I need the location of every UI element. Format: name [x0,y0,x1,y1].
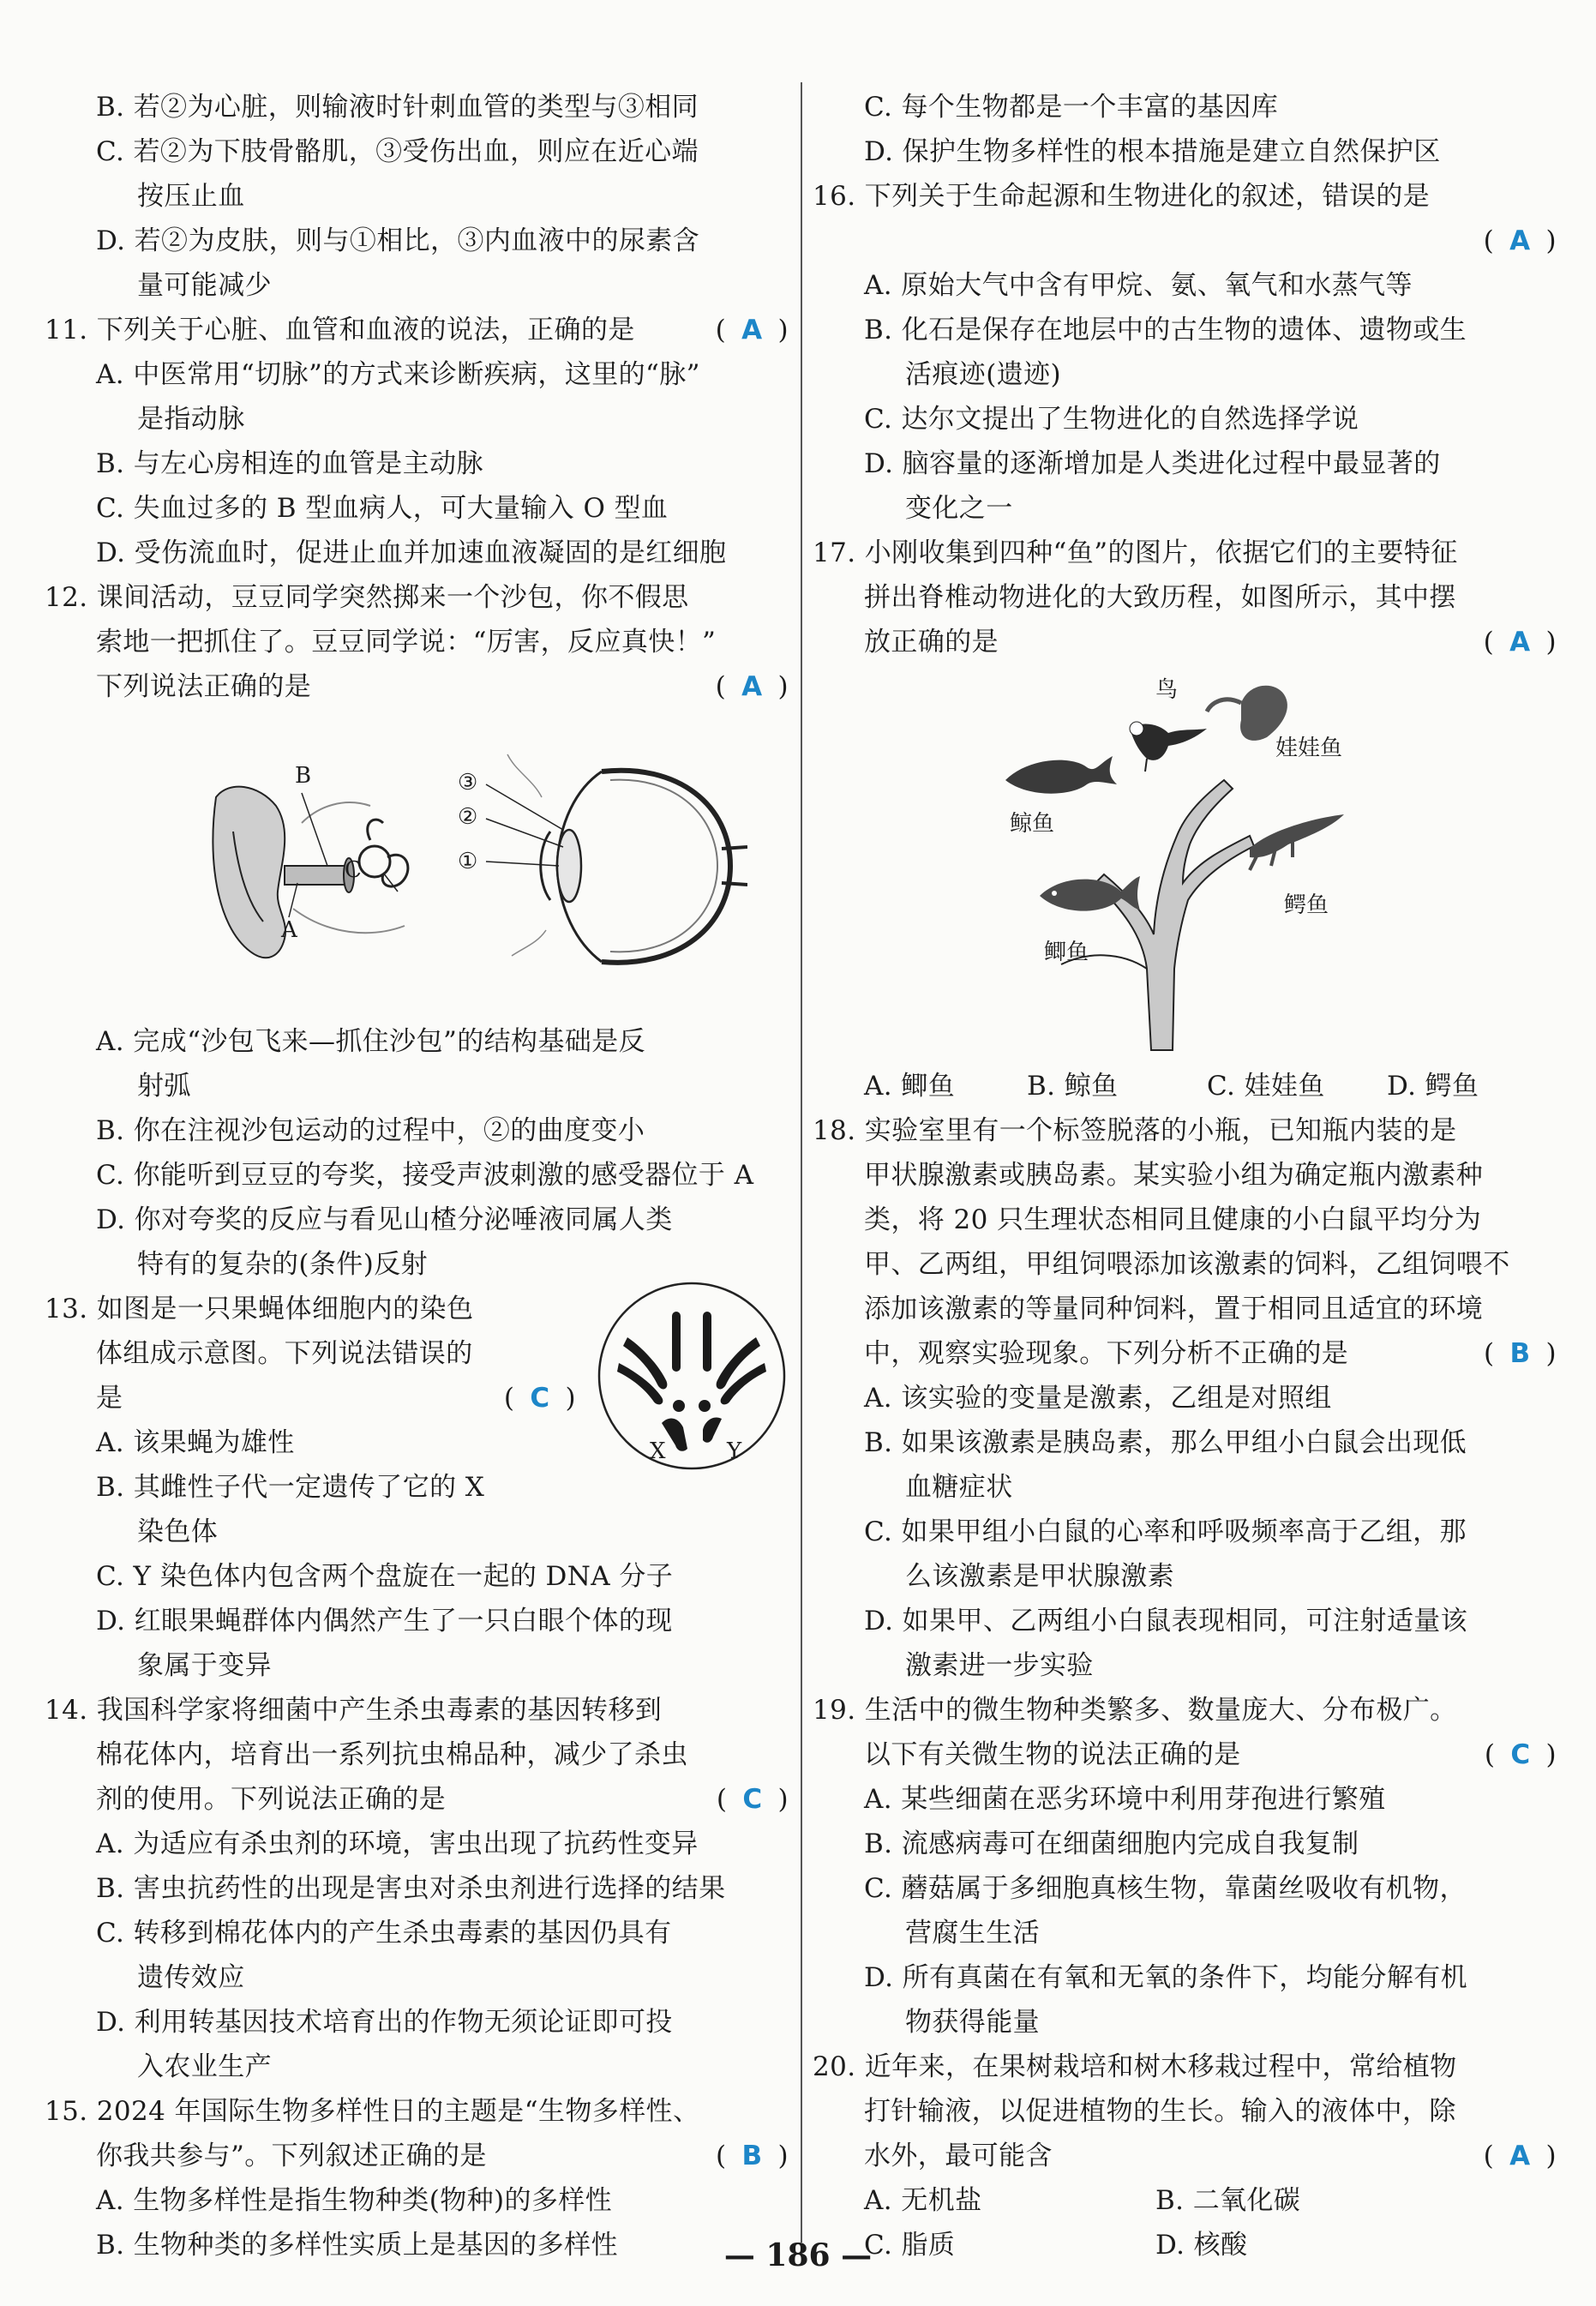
q10-option-c-cont: 按压止血 [137,181,245,212]
q19-stem-line2 [864,1733,1557,1776]
q11-option-a-cont: 是指动脉 [137,404,245,435]
q12-answer-box: ( A ) [715,671,789,702]
q18-stem-text: 中，观察实验现象。下列分析不正确的是 [864,1338,1349,1369]
q19-option-b: B. 流感病毒可在细菌细胞内完成自我复制 [864,1829,1359,1859]
q17-answer-box: ( A ) [1483,627,1557,658]
q15-option-d: D. 保护生物多样性的根本措施是建立自然保护区 [864,136,1441,167]
q11-answer-box: ( A ) [715,315,789,345]
q12-stem-line2: 索地一把抓住了。豆豆同学说：“厉害，反应真快！” [96,627,717,658]
q12-option-d-cont: 特有的复杂的(条件)反射 [137,1249,428,1280]
q18-answer-box: ( B ) [1483,1338,1557,1369]
q17-stem-line3 [864,621,1557,664]
q20-answer: A [1509,2141,1531,2171]
q13-answer-box: ( C ) [503,1383,576,1414]
q15-answer-box: ( B ) [715,2141,789,2171]
q11-option-d: D. 受伤流血时，促进止血并加速血液凝固的是红细胞 [96,537,727,568]
q14-stem-line1: 14. 我国科学家将细菌中产生杀虫毒素的基因转移到 [45,1695,663,1726]
q18-answer: B [1509,1338,1531,1369]
q14-answer-box: ( C ) [716,1784,789,1815]
q17-options [864,1065,1557,1108]
label-crocodile: 鳄鱼 [1284,892,1329,918]
q12-stem-line1: 12. 课间活动，豆豆同学突然掷来一个沙包，你不假思 [45,582,689,613]
chromosome-cell-illustration [593,1277,790,1474]
q13-option-d: D. 红眼果蝇群体内偶然产生了一只白眼个体的现 [96,1606,673,1636]
page-number: — 186 — [723,2237,873,2273]
whale-drawing [1005,756,1117,794]
q12-option-a-cont: 射弧 [137,1071,191,1102]
q18-option-a: A. 该实验的变量是激素，乙组是对照组 [864,1383,1332,1414]
q20-stem-text: 水外，最可能含 [864,2141,1053,2171]
label-salamander: 娃娃鱼 [1275,736,1343,761]
q20-options-row1 [864,2179,1557,2222]
q11-option-a: A. 中医常用“切脉”的方式来诊断疾病，这里的“脉” [96,359,700,390]
q14-option-c-cont: 遗传效应 [137,1962,245,1993]
q19-answer: C [1510,1739,1531,1770]
tree-trunk [1095,780,1254,1050]
label-crucian-carp: 鲫鱼 [1044,940,1089,965]
bird-drawing [1130,722,1207,772]
q13-option-b-cont: 染色体 [137,1516,219,1547]
q13-stem-line3 [96,1377,576,1420]
label-whale: 鲸鱼 [1010,811,1055,837]
q11-option-b: B. 与左心房相连的血管是主动脉 [96,448,483,479]
q18-option-c: C. 如果甲组小白鼠的心率和呼吸频率高于乙组，那 [864,1516,1467,1547]
q10-option-d-cont: 量可能减少 [137,270,272,301]
q19-option-c: C. 蘑菇属于多细胞真核生物，靠菌丝吸收有机物， [864,1873,1467,1904]
q19-answer-box: ( C ) [1484,1739,1557,1770]
q17-option-c: C. 娃娃鱼 [1207,1071,1325,1102]
q14-answer: C [742,1784,763,1815]
q13-answer: C [530,1383,550,1414]
crocodile-drawing [1250,814,1344,870]
q17-stem-line1: 17. 小刚收集到四种“鱼”的图片，依据它们的主要特征 [813,537,1458,568]
q15-stem-line2 [96,2135,789,2177]
q12-stem-text: 下列说法正确的是 [96,671,312,702]
q14-option-b: B. 害虫抗药性的出现是害虫对杀虫剂进行选择的结果 [96,1873,726,1904]
q16-option-d: D. 脑容量的逐渐增加是人类进化过程中最显著的 [864,448,1441,479]
q18-option-b-cont: 血糖症状 [905,1472,1013,1503]
q20-answer-box: ( A ) [1483,2141,1557,2171]
q15-option-b: B. 生物种类的多样性实质上是基因的多样性 [96,2230,618,2261]
eye-label-1: ① [458,849,478,874]
q13-option-c: C. Y 染色体内包含两个盘旋在一起的 DNA 分子 [96,1561,674,1592]
ear-drawing [213,787,408,958]
q10-option-b: B. 若②为心脏，则输液时针刺血管的类型与③相同 [96,92,699,123]
q13-option-d-cont: 象属于变异 [137,1650,272,1681]
q17-option-d: D. 鳄鱼 [1387,1071,1479,1102]
q12-option-b: B. 你在注视沙包运动的过程中，②的曲度变小 [96,1115,645,1146]
q10-option-c: C. 若②为下肢骨骼肌，③受伤出血，则应在近心端 [96,136,699,167]
q20-option-c: C. 脂质 [864,2230,956,2261]
q17-figure [993,677,1353,1054]
q17-stem-text: 放正确的是 [864,627,999,658]
q15-answer: B [741,2141,763,2171]
q19-stem-text: 以下有关微生物的说法正确的是 [864,1739,1241,1770]
q10-option-d: D. 若②为皮肤，则与①相比，③内血液中的尿素含 [96,225,700,256]
q12-option-a: A. 完成“沙包飞来—抓住沙包”的结构基础是反 [96,1026,645,1057]
q15-option-c: C. 每个生物都是一个丰富的基因库 [864,92,1279,123]
ear-label-c: C [345,857,362,883]
q20-stem-line1: 20. 近年来，在果树栽培和树木移栽过程中，常给植物 [813,2051,1457,2082]
q17-option-a: A. 鲫鱼 [864,1071,956,1102]
q15-stem-line1: 15. 2024 年国际生物多样性日的主题是“生物多样性、 [45,2096,700,2127]
q18-stem-line4: 甲、乙两组，甲组饲喂添加该激素的饲料，乙组饲喂不 [864,1249,1510,1280]
q16-answer: A [1509,225,1531,256]
q18-option-d-cont: 激素进一步实验 [905,1650,1094,1681]
q16-option-a: A. 原始大气中含有甲烷、氨、氧气和水蒸气等 [864,270,1413,301]
q13-option-a: A. 该果蝇为雄性 [96,1427,295,1458]
chromosome-label-y: Y [727,1438,742,1464]
q16-option-b-cont: 活痕迹(遗迹) [905,359,1061,390]
q18-stem-line2: 甲状腺激素或胰岛素。某实验小组为确定瓶内激素种 [864,1160,1484,1191]
q18-option-b: B. 如果该激素是胰岛素，那么甲组小白鼠会出现低 [864,1427,1467,1458]
q12-answer: A [741,671,763,702]
q18-stem-line6 [864,1332,1557,1375]
q13-stem-text: 是 [96,1383,123,1414]
q14-option-d: D. 利用转基因技术培育出的作物无须论证即可投 [96,2007,673,2038]
q16-option-c: C. 达尔文提出了生物进化的自然选择学说 [864,404,1359,435]
q18-stem-line3: 类，将 20 只生理状态相同且健康的小白鼠平均分为 [864,1204,1482,1235]
label-bird: 鸟 [1155,677,1179,703]
q18-stem-line1: 18. 实验室里有一个标签脱落的小瓶，已知瓶内装的是 [813,1115,1457,1146]
q19-option-c-cont: 营腐生生活 [905,1918,1040,1949]
q15-stem-text: 你我共参与”。下列叙述正确的是 [96,2141,487,2171]
q20-stem-line2: 打针输液，以促进植物的生长。输入的液体中，除 [864,2096,1456,2127]
q14-option-a: A. 为适应有杀虫剂的环境，害虫出现了抗药性变异 [96,1829,699,1859]
q16-option-d-cont: 变化之一 [905,493,1013,524]
q13-stem-line2: 体组成示意图。下列说法错误的 [96,1338,473,1369]
q14-option-d-cont: 入农业生产 [137,2051,272,2082]
q12-figure [199,737,747,994]
q11-answer: A [741,315,763,345]
q20-stem-line3 [864,2135,1557,2177]
q20-option-b: B. 二氧化碳 [1155,2185,1301,2216]
q18-option-d: D. 如果甲、乙两组小白鼠表现相同，可注射适量该 [864,1606,1468,1636]
column-divider [801,82,802,2243]
q15-option-a: A. 生物多样性是指生物种类(物种)的多样性 [96,2185,613,2216]
chromosomes [617,1312,766,1451]
q18-option-c-cont: 么该激素是甲状腺激素 [905,1561,1174,1592]
q12-option-c: C. 你能听到豆豆的夸奖，接受声波刺激的感受器位于 A [96,1160,754,1191]
eye-drawing [541,771,747,963]
q16-option-b: B. 化石是保存在地层中的古生物的遗体、遗物或生 [864,315,1467,345]
q11-stem [45,309,789,351]
q14-stem-text: 剂的使用。下列说法正确的是 [96,1784,447,1815]
q17-option-b: B. 鲸鱼 [1027,1071,1119,1102]
q14-option-c: C. 转移到棉花体内的产生杀虫毒素的基因仍具有 [96,1918,672,1949]
q20-option-a: A. 无机盐 [864,2185,982,2216]
q19-option-a: A. 某些细菌在恶劣环境中利用芽孢进行繁殖 [864,1784,1386,1815]
q16-answer-box: ( A ) [1483,225,1557,256]
eye-label-2: ② [458,804,478,830]
q17-answer: A [1509,627,1531,658]
q14-stem-line3 [96,1778,789,1821]
q13-option-b: B. 其雌性子代一定遗传了它的 X [96,1472,485,1503]
q12-option-d: D. 你对夸奖的反应与看见山楂分泌唾液同属人类 [96,1204,673,1235]
q20-option-d: D. 核酸 [1155,2230,1248,2261]
q16-stem: 16. 下列关于生命起源和生物进化的叙述，错误的是 [813,181,1431,212]
q19-option-d: D. 所有真菌在有氧和无氧的条件下，均能分解有机 [864,1962,1468,1993]
q12-stem-line3 [96,665,789,708]
q19-option-d-cont: 物获得能量 [905,2007,1040,2038]
q13-figure [593,1277,790,1474]
q11-option-c: C. 失血过多的 B 型血病人，可大量输入 O 型血 [96,493,669,524]
q13-stem-line1: 13. 如图是一只果蝇体细胞内的染色 [45,1294,474,1324]
q19-stem-line1: 19. 生活中的微生物种类繁多、数量庞大、分布极广。 [813,1695,1457,1726]
eye-label-3: ③ [458,770,478,796]
ear-label-b: B [295,763,312,789]
q17-stem-line2: 拼出脊椎动物进化的大致历程，如图所示，其中摆 [864,582,1456,613]
q11-stem-text: 11. 下列关于心脏、血管和血液的说法，正确的是 [45,315,635,345]
ear-label-a: A [281,917,297,943]
q18-stem-line5: 添加该激素的等量同种饲料，置于相同且适宜的环境 [864,1294,1484,1324]
chromosome-label-x: X [650,1438,666,1464]
q14-stem-line2: 棉花体内，培育出一系列抗虫棉品种，减少了杀虫 [96,1739,688,1770]
